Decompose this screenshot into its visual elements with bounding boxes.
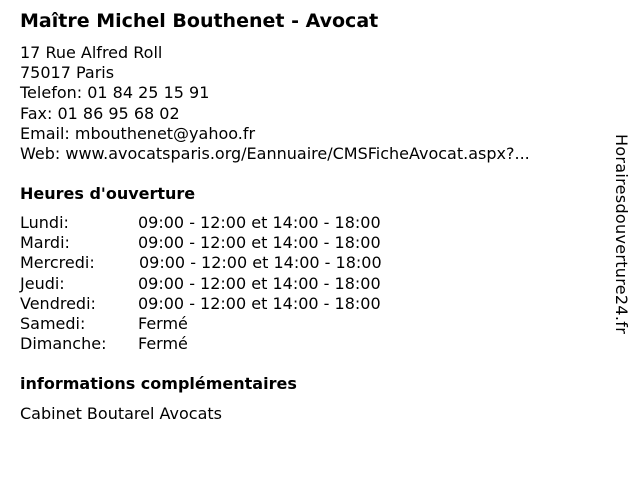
day-label: Lundi: [20, 213, 69, 232]
hours-heading: Heures d'ouverture [20, 184, 196, 203]
time-value: Fermé [138, 313, 188, 333]
fax-number: Fax: 01 86 95 68 02 [20, 103, 180, 123]
page-title: Maître Michel Bouthenet - Avocat [20, 10, 379, 32]
contact-block [20, 43, 530, 164]
website-link: Web: www.avocatsparis.org/Eannuaire/CMSFicheAvocat.aspx?... [20, 144, 530, 164]
day-label: Vendredi: [20, 293, 96, 313]
address-city: 75017 Paris [20, 63, 115, 83]
info-heading: informations complémentaires [20, 374, 297, 393]
time-value: 09:00 - 12:00 et 14:00 - 18:00 [138, 273, 381, 293]
email-address: Email: mbouthenet@yahoo.fr [20, 123, 256, 143]
day-label: Samedi: [20, 313, 86, 333]
address-street: 17 Rue Alfred Roll [20, 43, 163, 62]
time-value: 09:00 - 12:00 et 14:00 - 18:00 [138, 213, 381, 232]
time-value: 09:00 - 12:00 et 14:00 - 18:00 [139, 253, 382, 273]
phone-number: Telefon: 01 84 25 15 91 [20, 83, 210, 103]
watermark: Horairesdouverture24.fr [612, 134, 631, 335]
time-value: Fermé [138, 334, 188, 354]
day-label: Mardi: [20, 233, 70, 253]
day-label: Jeudi: [20, 273, 65, 293]
day-label: Mercredi: [20, 253, 95, 273]
info-text: Cabinet Boutarel Avocats [20, 404, 222, 423]
day-label: Dimanche: [20, 334, 107, 354]
time-value: 09:00 - 12:00 et 14:00 - 18:00 [138, 293, 381, 313]
time-value: 09:00 - 12:00 et 14:00 - 18:00 [138, 233, 381, 253]
